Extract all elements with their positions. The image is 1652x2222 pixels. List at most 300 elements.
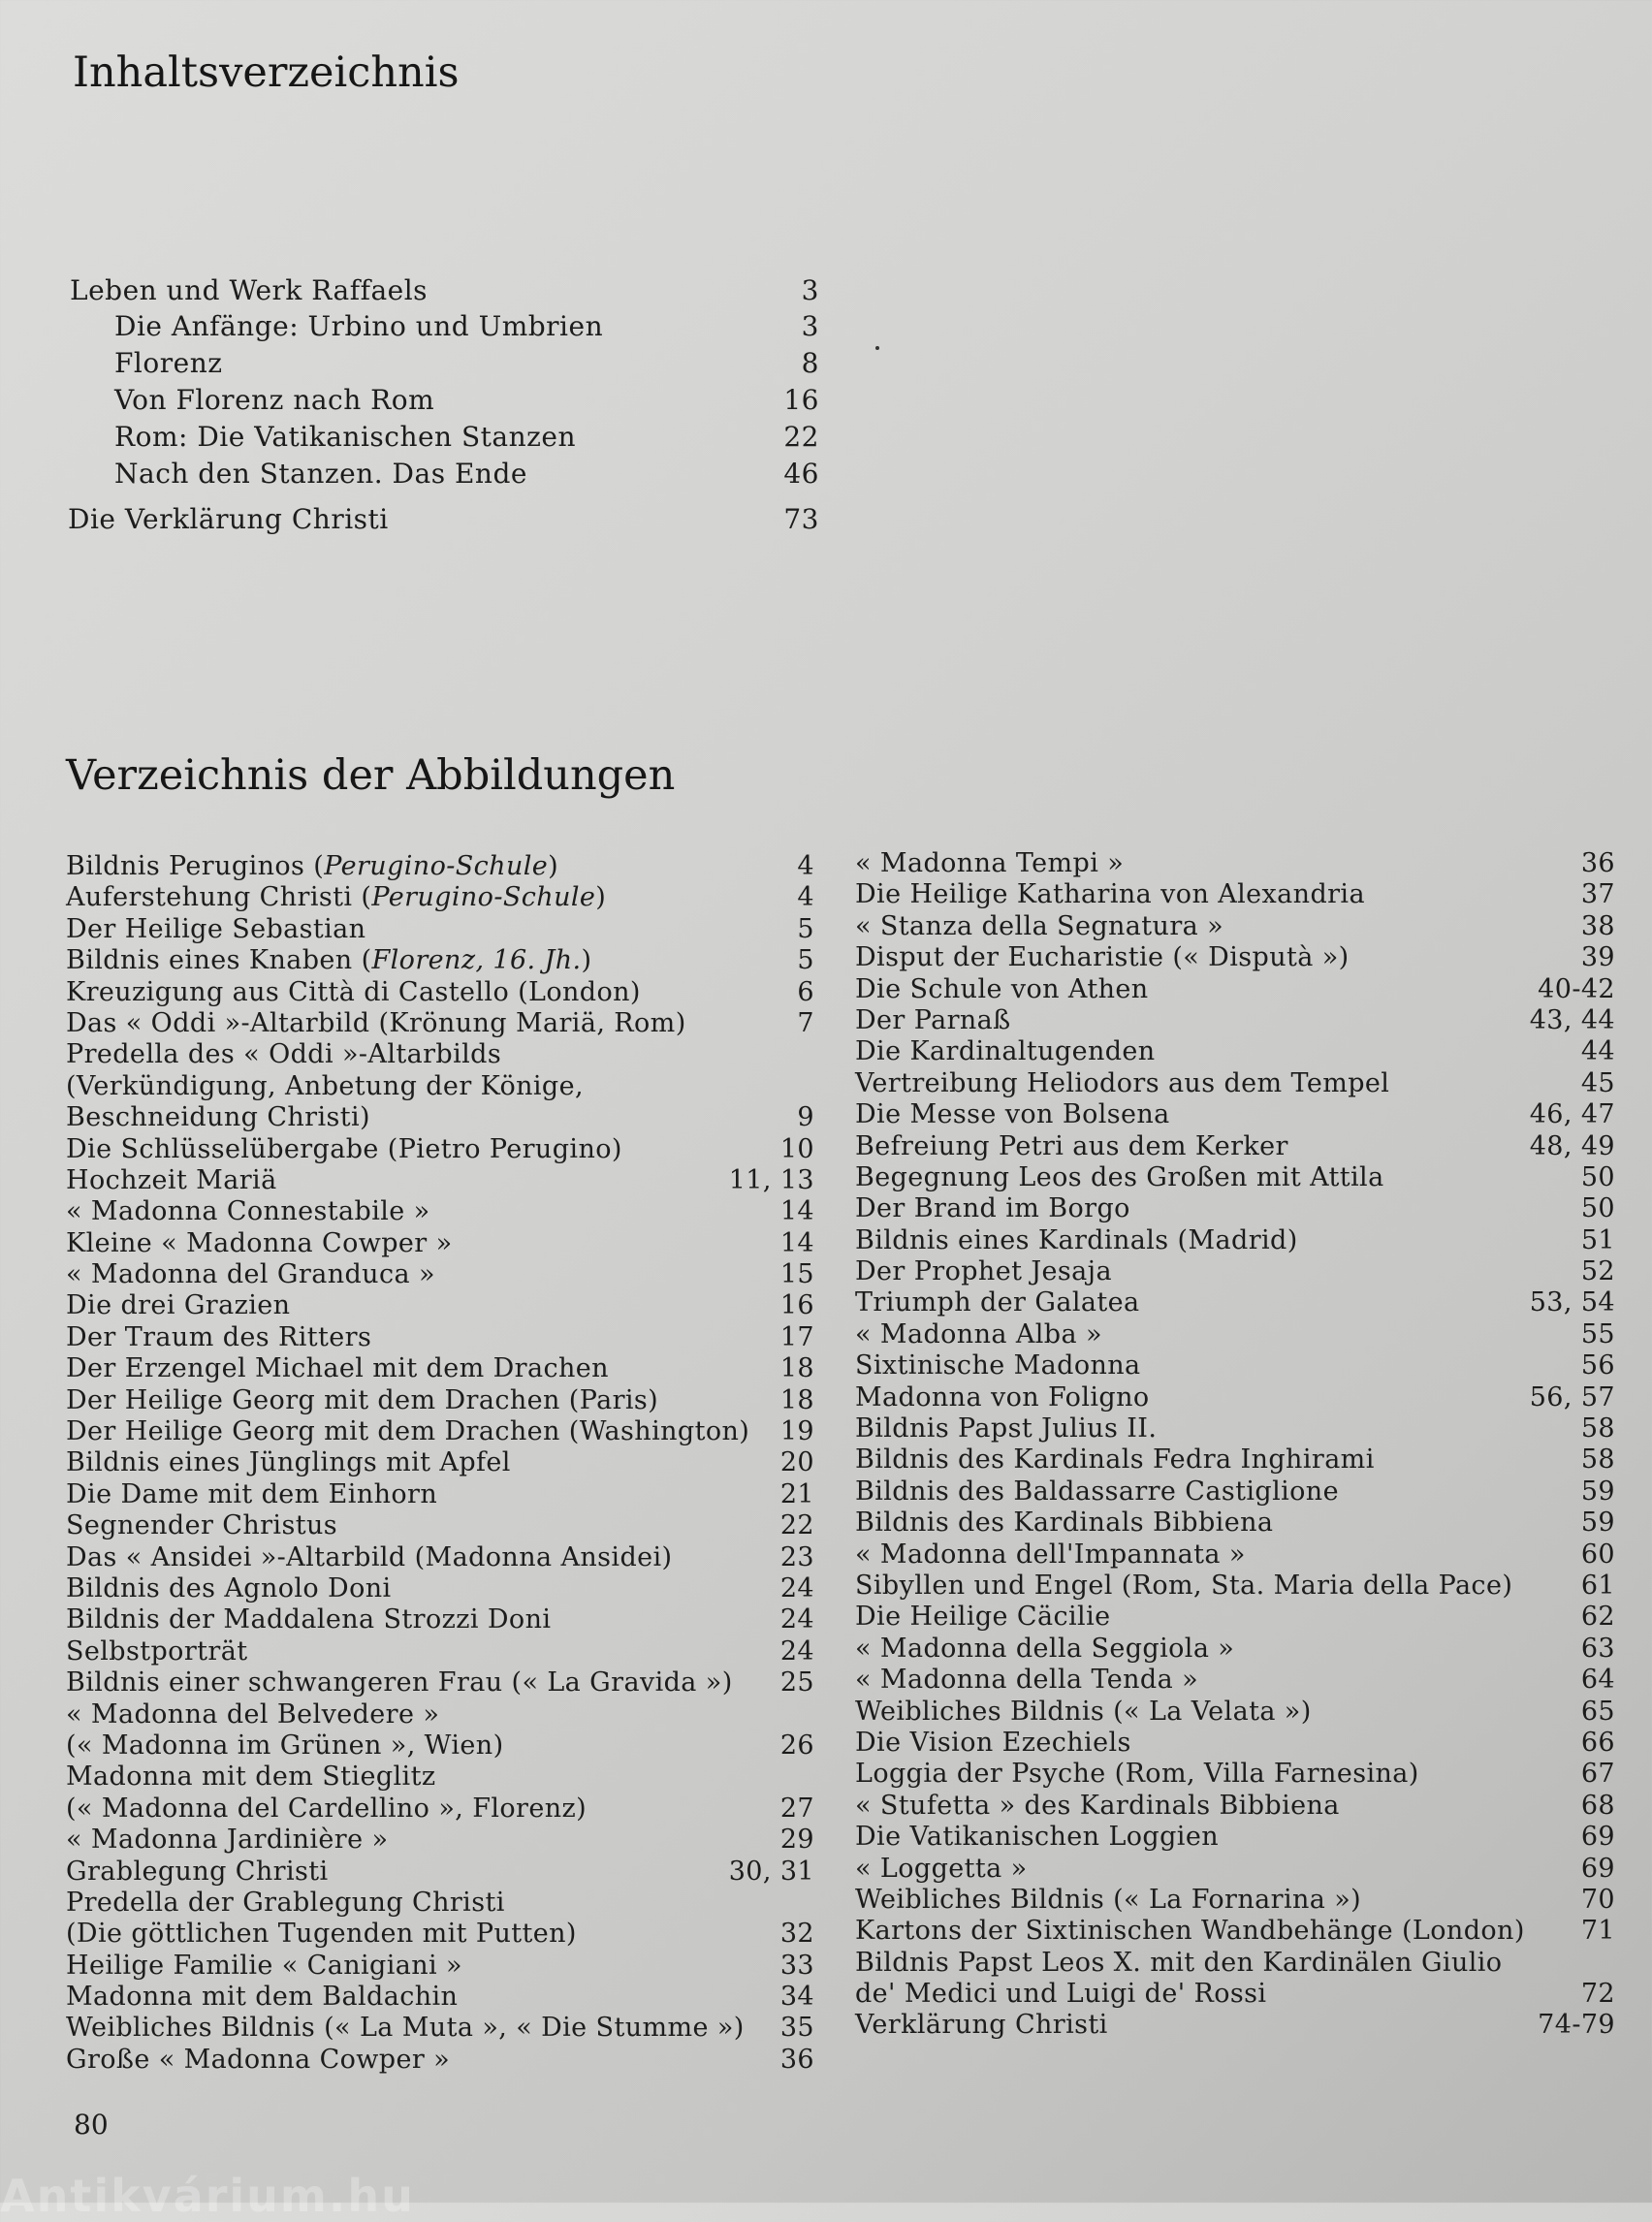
figure-title-text: Disput der Eucharistie (« Disputà ») bbox=[855, 942, 1350, 973]
figure-entry bbox=[855, 1382, 1615, 1413]
figure-entry-page: 52 bbox=[1580, 1256, 1615, 1287]
figure-entry-page: 17 bbox=[779, 1321, 814, 1352]
figure-entry-label bbox=[66, 1196, 430, 1227]
figure-entry-label bbox=[66, 1071, 584, 1102]
figure-entry-label bbox=[855, 1508, 1273, 1539]
figure-entry-page: 66 bbox=[1580, 1727, 1615, 1758]
figure-entry-label bbox=[66, 2013, 745, 2044]
figure-entry bbox=[66, 2013, 814, 2044]
figure-entry-label bbox=[855, 1413, 1157, 1444]
figure-entry-label bbox=[855, 848, 1124, 879]
figure-entry-label bbox=[66, 945, 591, 976]
figure-entry bbox=[66, 1542, 814, 1573]
page-number: 80 bbox=[74, 2109, 109, 2141]
figure-entry-label bbox=[855, 1225, 1298, 1256]
figure-entry bbox=[66, 882, 814, 913]
figure-entry-page: 69 bbox=[1580, 1822, 1615, 1853]
figure-entry-page: 18 bbox=[779, 1353, 814, 1384]
figure-entry-label bbox=[66, 1699, 439, 1730]
toc-entry bbox=[114, 310, 819, 347]
figure-entry-page: 68 bbox=[1580, 1790, 1615, 1821]
figure-entry bbox=[855, 1413, 1615, 1444]
figure-entry-page: 4 bbox=[797, 882, 814, 913]
figure-title-text: (Die göttlichen Tugenden mit Putten) bbox=[66, 1919, 577, 1950]
figure-entry-label bbox=[855, 1099, 1170, 1130]
figure-entry-label bbox=[66, 914, 365, 945]
figure-entry bbox=[855, 1540, 1615, 1571]
figure-entry bbox=[66, 1102, 814, 1133]
toc-entry bbox=[114, 421, 819, 458]
figures-list-left bbox=[66, 851, 814, 2076]
figure-entry-label bbox=[855, 1571, 1512, 1602]
figure-entry bbox=[66, 1825, 814, 1856]
figure-entry-label bbox=[855, 1665, 1198, 1696]
figure-entry bbox=[855, 1697, 1615, 1728]
figure-title-text: Befreiung Petri aus dem Kerker bbox=[855, 1130, 1288, 1161]
figure-title-text: Verklärung Christi bbox=[855, 2010, 1108, 2041]
toc-entry-label: Rom: Die Vatikanischen Stanzen bbox=[114, 421, 577, 453]
figure-title-text: Sibyllen und Engel (Rom, Sta. Maria della Pace) bbox=[855, 1570, 1513, 1601]
figure-title-text: Der Heilige Sebastian bbox=[66, 913, 366, 944]
figure-entry bbox=[855, 1287, 1615, 1318]
figure-title-text: Der Parnaß bbox=[855, 1004, 1011, 1035]
figure-entry-page: 56 bbox=[1580, 1350, 1615, 1381]
toc-entry-page: 8 bbox=[801, 347, 819, 379]
figure-entry-label bbox=[66, 1102, 370, 1133]
figure-entry bbox=[855, 1476, 1615, 1508]
figure-entry-label bbox=[855, 879, 1365, 910]
figure-entry-label bbox=[66, 1793, 587, 1825]
figure-entry-label bbox=[855, 1036, 1156, 1067]
figure-entry-label bbox=[66, 1259, 435, 1290]
figure-entry-page: 11, 13 bbox=[728, 1164, 814, 1195]
figure-title-text: (« Madonna im Grünen », Wien) bbox=[66, 1730, 504, 1761]
figure-entry-page: 26 bbox=[779, 1730, 814, 1761]
figure-title-text: Die Vatikanischen Loggien bbox=[855, 1822, 1220, 1853]
figure-title-text: Bildnis des Kardinals Bibbiena bbox=[855, 1508, 1274, 1539]
toc-entry bbox=[68, 503, 819, 540]
figure-title-text: Loggia der Psyche (Rom, Villa Farnesina) bbox=[855, 1759, 1419, 1790]
print-speck bbox=[875, 346, 879, 350]
figure-title-text: Madonna von Foligno bbox=[855, 1381, 1150, 1413]
figure-entry bbox=[66, 1071, 814, 1102]
figure-entry bbox=[855, 1350, 1615, 1381]
figure-entry-page: 4 bbox=[797, 851, 814, 881]
figure-entry bbox=[66, 1604, 814, 1635]
figure-entry-label bbox=[66, 1636, 247, 1667]
figure-entry-page: 25 bbox=[779, 1667, 814, 1698]
figure-entry-page: 15 bbox=[779, 1259, 814, 1290]
figure-entry-label bbox=[855, 911, 1223, 942]
figure-entry bbox=[855, 911, 1615, 942]
figure-attribution: Perugino-Schule bbox=[324, 851, 549, 881]
figure-entry-label bbox=[66, 1479, 437, 1510]
toc-entry-page: 46 bbox=[783, 458, 819, 490]
figure-entry-label bbox=[855, 1948, 1502, 1979]
figure-entry-page: 60 bbox=[1580, 1539, 1615, 1570]
figure-entry-label bbox=[66, 1604, 551, 1635]
figure-entry-label bbox=[855, 1822, 1219, 1853]
figure-title-text: Bildnis Papst Julius II. bbox=[855, 1413, 1158, 1444]
figure-entry-label bbox=[66, 1730, 504, 1762]
figure-entry-label bbox=[66, 2045, 450, 2076]
figure-entry-label bbox=[66, 1134, 622, 1165]
figure-entry-label bbox=[855, 1759, 1419, 1790]
figure-title-text: Der Brand im Borgo bbox=[855, 1193, 1130, 1224]
figure-entry-page: 55 bbox=[1580, 1318, 1615, 1349]
figure-entry-page: 48, 49 bbox=[1529, 1130, 1615, 1161]
figure-entry-label bbox=[855, 1005, 1011, 1036]
figure-entry-label bbox=[855, 1256, 1112, 1287]
figure-entry-page: 6 bbox=[797, 976, 814, 1007]
figure-entry bbox=[855, 1634, 1615, 1665]
toc-entry-label: Von Florenz nach Rom bbox=[114, 384, 435, 416]
toc-entry-page: 16 bbox=[783, 384, 819, 416]
figure-title-text: (Verkündigung, Anbetung der Könige, bbox=[66, 1070, 584, 1101]
figure-entry-label bbox=[855, 1162, 1384, 1193]
figure-title-text: Die drei Grazien bbox=[66, 1290, 291, 1321]
figure-entry-label bbox=[66, 1165, 277, 1196]
figure-entry-page: 18 bbox=[779, 1384, 814, 1415]
figure-entry-label bbox=[66, 1951, 462, 1982]
figure-entry-label bbox=[66, 1919, 577, 1950]
toc-entry-page: 3 bbox=[801, 310, 819, 342]
figure-title-text: Das « Oddi »-Altarbild (Krönung Mariä, Rom) bbox=[66, 1007, 686, 1038]
figure-title-text: « Madonna dell'Impannata » bbox=[855, 1539, 1246, 1570]
toc-entry-page: 73 bbox=[783, 503, 819, 535]
figure-title-text: Triumph der Galatea bbox=[855, 1287, 1140, 1318]
figure-entry-label bbox=[855, 1444, 1375, 1476]
figure-title-text: Das « Ansidei »-Altarbild (Madonna Ansidei) bbox=[66, 1541, 673, 1572]
figure-entry-label bbox=[66, 1385, 658, 1416]
figure-entry bbox=[66, 1919, 814, 1950]
figure-entry-page: 24 bbox=[779, 1635, 814, 1666]
figure-entry bbox=[66, 1196, 814, 1227]
figure-entry-page: 33 bbox=[779, 1950, 814, 1981]
figure-title-text: Vertreibung Heliodors aus dem Tempel bbox=[855, 1067, 1390, 1098]
figure-entry-label bbox=[855, 1791, 1340, 1822]
figure-title-text: Bildnis des Kardinals Fedra Inghirami bbox=[855, 1444, 1375, 1476]
figure-entry-page: 27 bbox=[779, 1793, 814, 1824]
figure-entry-page: 50 bbox=[1580, 1161, 1615, 1192]
figure-entry-page: 44 bbox=[1580, 1036, 1615, 1067]
figures-list-right bbox=[855, 848, 1615, 2042]
figure-entry-page: 61 bbox=[1580, 1570, 1615, 1601]
figure-entry bbox=[66, 1762, 814, 1793]
figure-entry-page: 5 bbox=[797, 945, 814, 976]
figure-entry bbox=[66, 1982, 814, 2013]
figure-title-text: Der Erzengel Michael mit dem Drachen bbox=[66, 1353, 609, 1384]
figure-entry-page: 14 bbox=[779, 1227, 814, 1258]
figure-title-text: Die Vision Ezechiels bbox=[855, 1727, 1131, 1758]
figure-entry bbox=[66, 1699, 814, 1730]
figure-entry-label bbox=[66, 1667, 733, 1698]
toc-entry-label: Nach den Stanzen. Das Ende bbox=[114, 458, 527, 490]
figure-title-text: Der Heilige Georg mit dem Drachen (Paris) bbox=[66, 1384, 659, 1415]
figure-entry-page: 36 bbox=[1580, 848, 1615, 878]
figure-entry-page: 43, 44 bbox=[1529, 1004, 1615, 1035]
figure-entry-label bbox=[66, 1857, 329, 1888]
figure-title-text: Weibliches Bildnis (« La Velata ») bbox=[855, 1696, 1312, 1727]
figure-title-text: Der Heilige Georg mit dem Drachen (Washington) bbox=[66, 1416, 750, 1447]
figure-title-suffix: ) bbox=[548, 851, 559, 881]
figure-title-text: « Madonna del Belvedere » bbox=[66, 1698, 440, 1730]
figure-entry bbox=[855, 942, 1615, 973]
figure-title-text: Der Traum des Ritters bbox=[66, 1321, 372, 1352]
figure-entry-label bbox=[855, 942, 1350, 973]
toc-entry-label: Florenz bbox=[114, 347, 223, 379]
figure-entry bbox=[66, 1165, 814, 1196]
figure-entry-page: 58 bbox=[1580, 1444, 1615, 1476]
figure-title-suffix: ) bbox=[595, 882, 607, 913]
figure-entry bbox=[855, 974, 1615, 1005]
figure-entry bbox=[855, 1319, 1615, 1350]
toc-title: Inhaltsverzeichnis bbox=[73, 48, 460, 97]
figure-title-text: Die Schlüsselübergabe (Pietro Perugino) bbox=[66, 1133, 622, 1164]
figure-title-text: Der Prophet Jesaja bbox=[855, 1256, 1112, 1287]
figure-entry bbox=[66, 2045, 814, 2076]
figure-entry-page: 23 bbox=[779, 1541, 814, 1572]
figure-entry bbox=[66, 1039, 814, 1070]
figure-title-text: Weibliches Bildnis (« La Fornarina ») bbox=[855, 1884, 1362, 1915]
figure-entry-page: 51 bbox=[1580, 1224, 1615, 1255]
figure-entry-page: 71 bbox=[1580, 1916, 1615, 1947]
figure-entry-label bbox=[66, 1353, 609, 1384]
figure-entry bbox=[855, 1759, 1615, 1790]
figure-title-text: Die Heilige Cäcilie bbox=[855, 1602, 1111, 1633]
figure-entry bbox=[855, 1728, 1615, 1759]
figure-entry bbox=[66, 1667, 814, 1698]
figure-entry bbox=[66, 1447, 814, 1478]
figure-entry-label bbox=[66, 1888, 505, 1919]
figure-entry bbox=[66, 1888, 814, 1919]
figure-entry bbox=[66, 1228, 814, 1259]
figure-title-text: Predella des « Oddi »-Altarbilds bbox=[66, 1039, 502, 1070]
figure-entry-label bbox=[855, 1540, 1246, 1571]
figure-entry bbox=[66, 1322, 814, 1353]
figure-entry bbox=[66, 1008, 814, 1039]
figure-entry bbox=[66, 1510, 814, 1541]
figure-entry-label bbox=[855, 1382, 1150, 1413]
figure-entry bbox=[855, 1508, 1615, 1539]
figure-entry-label bbox=[66, 1322, 371, 1353]
figure-entry-label bbox=[66, 1825, 388, 1856]
figure-entry-page: 19 bbox=[779, 1416, 814, 1447]
figure-entry-page: 63 bbox=[1580, 1633, 1615, 1664]
figure-entry-label bbox=[855, 1916, 1525, 1947]
figure-entry-page: 29 bbox=[779, 1825, 814, 1856]
figure-entry bbox=[66, 977, 814, 1008]
figure-entry-label bbox=[66, 1510, 337, 1541]
figure-title-text: Bildnis Papst Leos X. mit den Kardinälen Giulio bbox=[855, 1947, 1503, 1978]
figures-title: Verzeichnis der Abbildungen bbox=[66, 751, 676, 800]
figure-entry bbox=[66, 851, 814, 882]
figure-entry-label bbox=[66, 1542, 672, 1573]
figure-entry-label bbox=[66, 977, 641, 1008]
figure-title-text: Heilige Familie « Canigiani » bbox=[66, 1950, 462, 1981]
figure-entry-page: 70 bbox=[1580, 1884, 1615, 1915]
figure-entry-page: 72 bbox=[1580, 1979, 1615, 2010]
figure-entry-label bbox=[66, 882, 606, 913]
figure-entry bbox=[855, 1854, 1615, 1885]
figure-entry-page: 7 bbox=[797, 1007, 814, 1038]
figure-entry bbox=[66, 1416, 814, 1447]
figure-title-text: Segnender Christus bbox=[66, 1510, 338, 1541]
figure-entry-page: 21 bbox=[779, 1478, 814, 1509]
figure-title-text: Die Schule von Athen bbox=[855, 973, 1149, 1004]
figure-title-text: Bildnis des Agnolo Doni bbox=[66, 1572, 392, 1603]
figure-title-text: Madonna mit dem Baldachin bbox=[66, 1982, 459, 2013]
toc-entry-label: Die Anfänge: Urbino und Umbrien bbox=[114, 310, 604, 342]
figure-entry bbox=[855, 1665, 1615, 1696]
figure-title-text: Grablegung Christi bbox=[66, 1856, 329, 1887]
figure-entry-label bbox=[66, 851, 558, 882]
figure-entry-label bbox=[855, 1131, 1288, 1162]
figure-title-text: de' Medici und Luigi de' Rossi bbox=[855, 1979, 1267, 2010]
figure-title-text: Kreuzigung aus Città di Castello (London) bbox=[66, 976, 641, 1007]
figure-entry-label bbox=[855, 1350, 1141, 1381]
figure-entry bbox=[66, 1573, 814, 1604]
figure-entry bbox=[855, 879, 1615, 910]
figure-entry-page: 74-79 bbox=[1538, 2010, 1615, 2041]
figure-entry-page: 45 bbox=[1580, 1067, 1615, 1098]
figure-entry-label bbox=[66, 1008, 686, 1039]
figure-entry-page: 20 bbox=[779, 1447, 814, 1478]
figure-entry-label bbox=[66, 1290, 290, 1321]
toc-entry-page: 22 bbox=[783, 421, 819, 453]
figure-entry bbox=[855, 1885, 1615, 1916]
figure-entry-page: 58 bbox=[1580, 1413, 1615, 1444]
figure-title-text: « Madonna Alba » bbox=[855, 1318, 1102, 1349]
figure-title-text: Große « Madonna Cowper » bbox=[66, 2044, 451, 2075]
figure-entry-label bbox=[855, 974, 1149, 1005]
figure-entry bbox=[855, 848, 1615, 879]
watermark: Antikvárium.hu bbox=[0, 2170, 415, 2222]
figure-entry-page: 69 bbox=[1580, 1853, 1615, 1884]
figure-title-text: Begegnung Leos des Großen mit Attila bbox=[855, 1161, 1384, 1192]
figure-entry-label bbox=[66, 1982, 458, 2013]
figure-entry-page: 37 bbox=[1580, 879, 1615, 910]
figure-title-text: « Madonna Connestabile » bbox=[66, 1196, 430, 1227]
figure-entry-label bbox=[855, 1979, 1266, 2010]
figure-entry-page: 16 bbox=[779, 1290, 814, 1321]
figure-entry bbox=[855, 1948, 1615, 1979]
figure-title-text: Bildnis einer schwangeren Frau (« La Gravida ») bbox=[66, 1667, 733, 1698]
figure-title-text: Weibliches Bildnis (« La Muta », « Die Stumme ») bbox=[66, 2013, 745, 2044]
figure-entry-page: 59 bbox=[1580, 1476, 1615, 1507]
figure-title-text: « Madonna della Seggiola » bbox=[855, 1633, 1235, 1664]
figure-entry-page: 65 bbox=[1580, 1696, 1615, 1727]
figure-entry-label bbox=[855, 1476, 1339, 1508]
figure-entry bbox=[855, 1979, 1615, 2010]
figure-entry bbox=[855, 1916, 1615, 1947]
toc-entry bbox=[114, 384, 819, 421]
figure-entry-page: 35 bbox=[779, 2013, 814, 2044]
figure-entry-label bbox=[855, 1602, 1110, 1633]
figure-entry bbox=[855, 1068, 1615, 1099]
figure-entry bbox=[855, 1193, 1615, 1224]
figure-entry-page: 38 bbox=[1580, 910, 1615, 941]
figure-title-text: « Loggetta » bbox=[855, 1853, 1028, 1884]
figure-title-text: Bildnis der Maddalena Strozzi Doni bbox=[66, 1604, 552, 1635]
figure-entry bbox=[855, 1225, 1615, 1256]
figure-entry bbox=[66, 945, 814, 976]
figure-entry-page: 64 bbox=[1580, 1665, 1615, 1696]
figure-entry bbox=[855, 1162, 1615, 1193]
figure-entry bbox=[66, 1134, 814, 1165]
figure-entry bbox=[66, 1857, 814, 1888]
figure-title-text: Bildnis eines Jünglings mit Apfel bbox=[66, 1447, 511, 1478]
figure-entry-page: 30, 31 bbox=[728, 1856, 814, 1887]
toc-entry-label: Leben und Werk Raffaels bbox=[70, 274, 429, 306]
figure-entry-page: 32 bbox=[779, 1919, 814, 1950]
figure-entry bbox=[855, 1791, 1615, 1822]
figure-entry-label bbox=[855, 2010, 1108, 2041]
figure-entry bbox=[66, 1730, 814, 1762]
figure-entry bbox=[66, 1479, 814, 1510]
toc-entry-page: 3 bbox=[801, 274, 819, 306]
figure-entry bbox=[855, 1822, 1615, 1853]
figure-entry-label bbox=[855, 1885, 1361, 1916]
toc-entry-label: Die Verklärung Christi bbox=[68, 503, 389, 535]
figure-entry-page: 67 bbox=[1580, 1759, 1615, 1790]
figure-entry bbox=[66, 1793, 814, 1825]
figure-entry-label bbox=[66, 1416, 749, 1447]
figure-attribution: Perugino-Schule bbox=[371, 882, 596, 913]
figure-entry-page: 36 bbox=[779, 2044, 814, 2075]
figure-entry bbox=[855, 1571, 1615, 1602]
figure-title-text: Auferstehung Christi ( bbox=[66, 882, 372, 913]
figure-entry bbox=[855, 1005, 1615, 1036]
figure-entry-page: 56, 57 bbox=[1529, 1381, 1615, 1413]
figure-title-text: « Stanza della Segnatura » bbox=[855, 910, 1224, 941]
figure-entry-page: 10 bbox=[779, 1133, 814, 1164]
figure-entry bbox=[855, 1036, 1615, 1067]
figure-title-text: Hochzeit Mariä bbox=[66, 1164, 277, 1195]
figure-entry-page: 46, 47 bbox=[1529, 1099, 1615, 1130]
figure-entry bbox=[66, 1951, 814, 1982]
figure-entry bbox=[66, 1353, 814, 1384]
toc-entry bbox=[114, 347, 819, 384]
figure-entry-label bbox=[66, 1039, 501, 1070]
figure-entry-label bbox=[855, 1634, 1234, 1665]
figure-attribution: Florenz, 16. Jh. bbox=[371, 945, 582, 976]
figure-title-text: Beschneidung Christi) bbox=[66, 1102, 370, 1133]
figure-entry bbox=[855, 1602, 1615, 1633]
figure-entry-page: 53, 54 bbox=[1529, 1287, 1615, 1318]
figure-title-text: Die Kardinaltugenden bbox=[855, 1036, 1156, 1067]
figure-title-text: Die Dame mit dem Einhorn bbox=[66, 1478, 438, 1509]
figure-title-text: Bildnis eines Kardinals (Madrid) bbox=[855, 1224, 1298, 1255]
figure-entry-page: 22 bbox=[779, 1510, 814, 1541]
toc-entry bbox=[70, 274, 819, 311]
figure-title-text: Kartons der Sixtinischen Wandbehänge (London) bbox=[855, 1916, 1525, 1947]
figure-title-text: Sixtinische Madonna bbox=[855, 1350, 1141, 1381]
figure-title-text: Bildnis eines Knaben ( bbox=[66, 945, 372, 976]
figure-entry-page: 39 bbox=[1580, 942, 1615, 973]
figure-entry-page: 50 bbox=[1580, 1193, 1615, 1224]
figure-title-text: Bildnis des Baldassarre Castiglione bbox=[855, 1476, 1339, 1507]
figure-title-suffix: ) bbox=[581, 945, 592, 976]
figure-entry-label bbox=[855, 1287, 1139, 1318]
figure-title-text: Selbstporträt bbox=[66, 1635, 248, 1666]
figure-title-text: « Madonna Tempi » bbox=[855, 848, 1125, 878]
figure-title-text: « Madonna del Granduca » bbox=[66, 1259, 435, 1290]
figure-entry-page: 34 bbox=[779, 1982, 814, 2013]
figure-entry-label bbox=[855, 1068, 1389, 1099]
figure-title-text: Die Heilige Katharina von Alexandria bbox=[855, 879, 1365, 910]
figure-entry bbox=[66, 1290, 814, 1321]
